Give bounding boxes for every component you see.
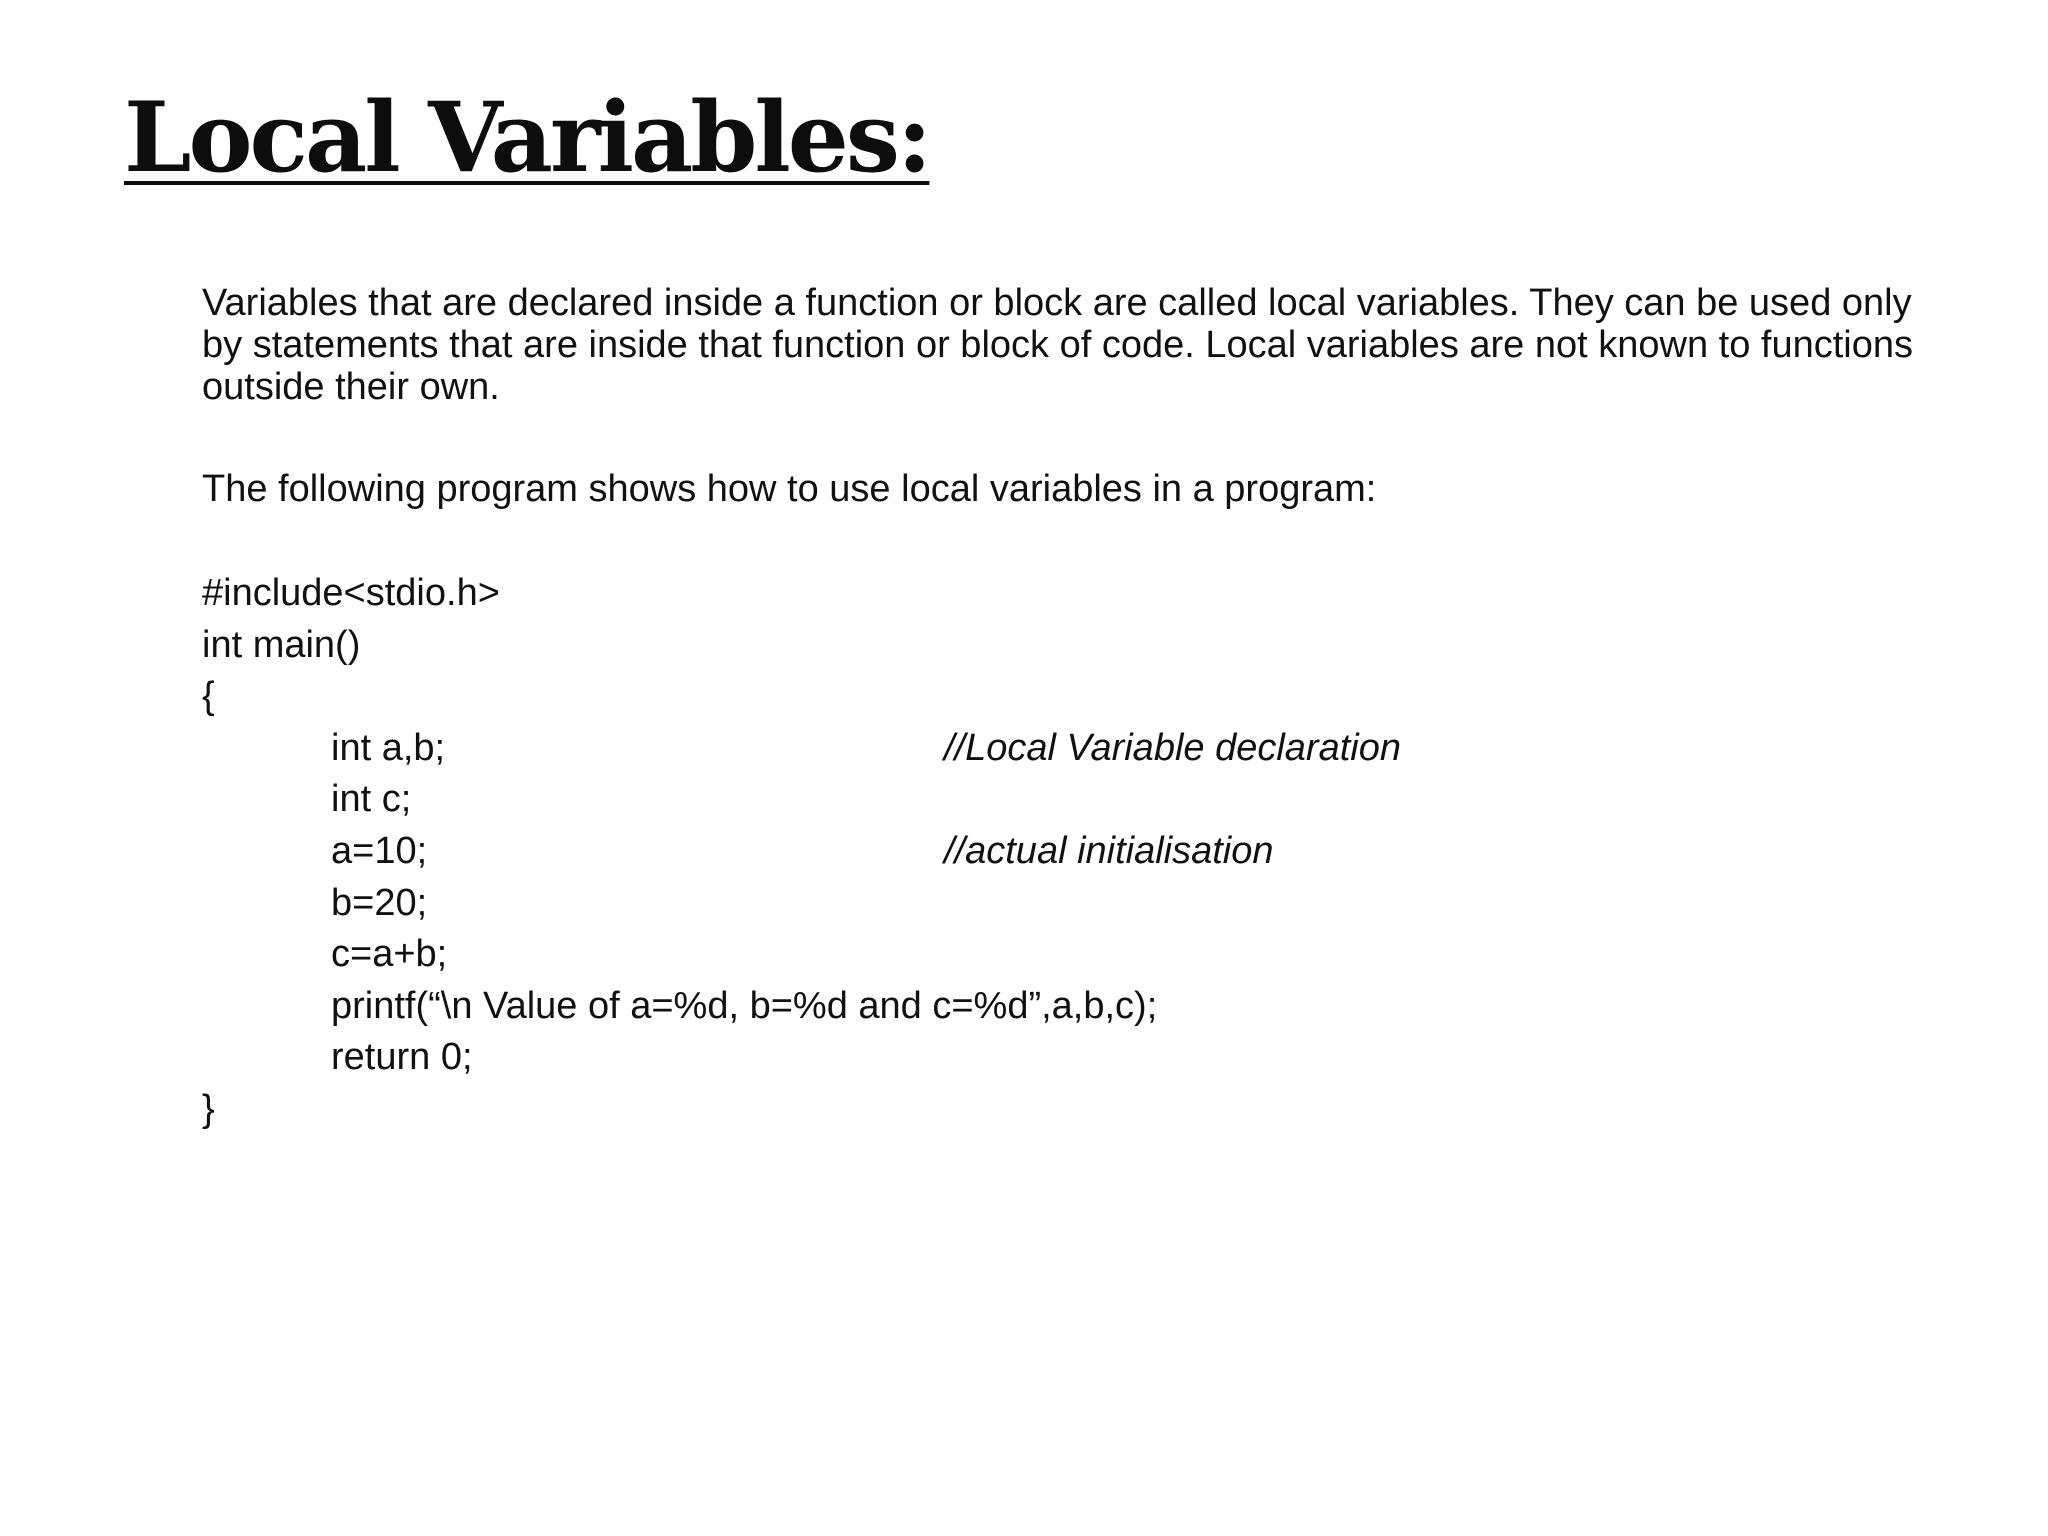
code-line <box>202 826 1922 878</box>
code-comment: //actual initialisation <box>944 829 1274 872</box>
code-block <box>202 568 1922 1136</box>
code-line <box>202 774 1922 826</box>
code-line <box>202 723 1922 775</box>
code-text: int a,b; <box>331 726 446 769</box>
code-line <box>202 878 1922 930</box>
code-line <box>202 929 1922 981</box>
code-line <box>202 1032 1922 1084</box>
code-text: int c; <box>331 778 412 821</box>
slide-title: Local Variables: <box>124 81 930 194</box>
code-comment: //Local Variable declaration <box>944 726 1401 769</box>
code-text: #include<stdio.h> <box>202 572 500 614</box>
code-line <box>202 981 1922 1033</box>
program-lead-text: The following program shows how to use local variables in a program: <box>202 468 1377 510</box>
code-text: } <box>202 1087 215 1130</box>
code-text: a=10; <box>331 829 428 872</box>
code-line <box>202 1084 1922 1136</box>
code-text: return 0; <box>331 1036 473 1079</box>
code-text: { <box>202 675 215 718</box>
code-line <box>202 568 1922 620</box>
code-line <box>202 620 1922 672</box>
code-text: c=a+b; <box>331 933 448 976</box>
code-text: printf(“\n Value of a=%d, b=%d and c=%d”,a,b,c); <box>331 984 1158 1027</box>
code-line <box>202 671 1922 723</box>
code-text: b=20; <box>331 881 428 924</box>
intro-paragraph: Variables that are declared inside a function or block are called local variables. They can be used only by statements that are inside that function or block of code. Local variables are not known to functions outside their own. <box>202 282 1913 408</box>
code-text: int main() <box>202 623 361 666</box>
